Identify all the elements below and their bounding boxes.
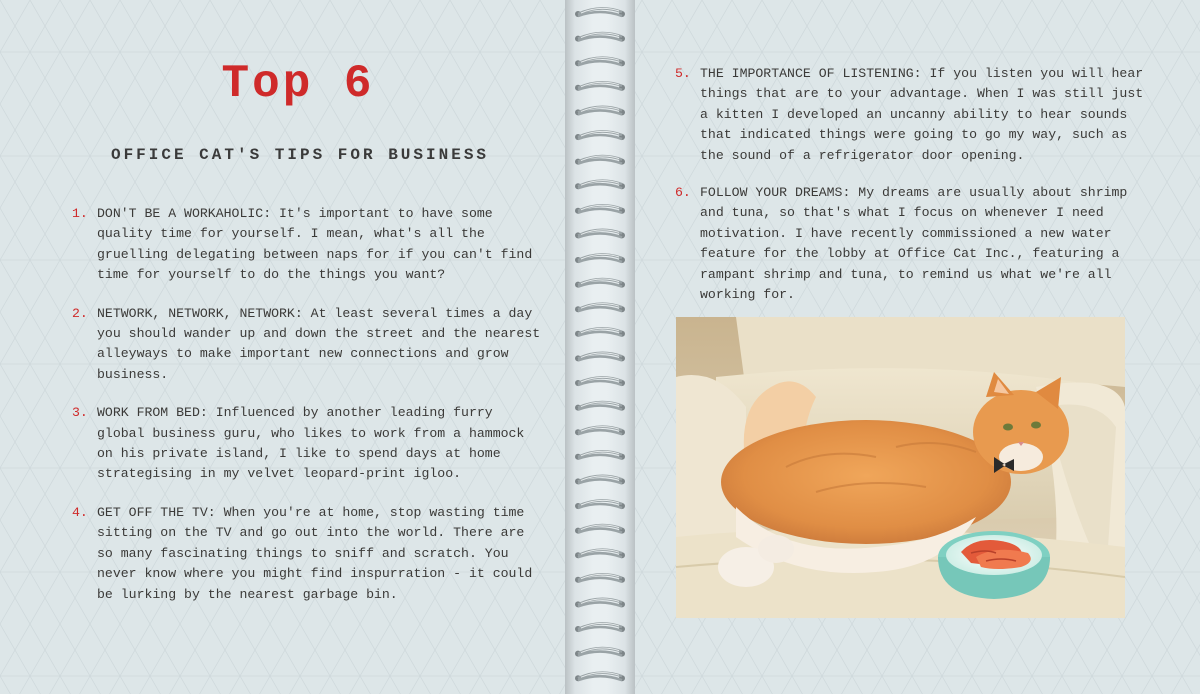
spiral-ring xyxy=(575,377,625,386)
spiral-ring xyxy=(575,525,625,534)
spiral-ring xyxy=(575,673,625,682)
page-subtitle: OFFICE CAT'S TIPS FOR BUSINESS xyxy=(110,146,490,164)
spiral-ring xyxy=(575,205,625,214)
spiral-ring xyxy=(575,451,625,460)
spiral-ring xyxy=(575,181,625,190)
tip-number: 1. xyxy=(72,206,88,221)
list-item xyxy=(72,304,542,386)
page-title: Top 6 xyxy=(221,58,375,110)
spiral-ring xyxy=(575,353,625,362)
list-item xyxy=(72,204,542,286)
tip-text: DON'T BE A WORKAHOLIC: It's important to have some quality time for yourself. I mean, what's all the gruelling delegating between naps for if you can't find time for yourself to do the things you want? xyxy=(97,206,533,283)
spiral-ring xyxy=(575,304,625,313)
tip-number: 6. xyxy=(675,185,691,201)
tip-number: 3. xyxy=(72,405,88,421)
tips-list-left xyxy=(72,204,542,623)
spiral-ring xyxy=(575,550,625,559)
spiral-ring xyxy=(575,230,625,239)
spiral-ring xyxy=(575,131,625,140)
tips-list-right xyxy=(675,64,1145,322)
spiral-ring xyxy=(575,328,625,337)
list-item xyxy=(72,503,542,605)
spiral-ring xyxy=(575,254,625,263)
tip-text: THE IMPORTANCE OF LISTENING: If you listen you will hear things that are to your advantage. When I was still just a kitten I developed an uncanny ability to hear sounds that indicated things were going to go my way, such as the sound of a refrigerator door opening. xyxy=(700,66,1144,163)
spiral-ring xyxy=(575,599,625,608)
spiral-ring xyxy=(575,8,625,17)
list-item xyxy=(675,64,1145,166)
tip-text: GET OFF THE TV: When you're at home, stop wasting time sitting on the TV and go out into the world. There are so many fascinating things to sniff and scratch. You never know where you might find inspurration - it could be lurking by the nearest garbage bin. xyxy=(97,504,533,602)
tip-number: 5. xyxy=(675,66,691,81)
list-item xyxy=(675,183,1145,305)
spiral-ring xyxy=(575,427,625,436)
spiral-ring xyxy=(575,500,625,509)
tip-number: 2. xyxy=(72,305,88,321)
spiral-ring xyxy=(575,279,625,288)
list-item xyxy=(72,403,542,485)
tip-number: 4. xyxy=(72,504,88,520)
spiral-ring xyxy=(575,648,625,657)
cat-on-sofa-photo xyxy=(676,317,1125,618)
tip-text: FOLLOW YOUR DREAMS: My dreams are usually about shrimp and tuna, so that's what I focus on whenever I need motivation. I have recently commissioned a new water feature for the lobby at Office Cat Inc., featuring a rampant shrimp and tuna, to remind us what we're all working for. xyxy=(700,185,1128,303)
tip-text: NETWORK, NETWORK, NETWORK: At least several times a day you should wander up and down the street and the nearest alleyways to make important new connections and grow business. xyxy=(97,305,541,382)
spiral-ring xyxy=(575,623,625,632)
spiral-ring xyxy=(575,402,625,411)
spiral-ring xyxy=(575,33,625,42)
spiral-ring xyxy=(575,476,625,485)
spiral-ring xyxy=(575,574,625,583)
tip-text: WORK FROM BED: Influenced by another leading furry global business guru, who likes to work from a hammock on his private island, I like to spend days at home strategising in my velvet leopard-print igloo. xyxy=(97,405,525,482)
